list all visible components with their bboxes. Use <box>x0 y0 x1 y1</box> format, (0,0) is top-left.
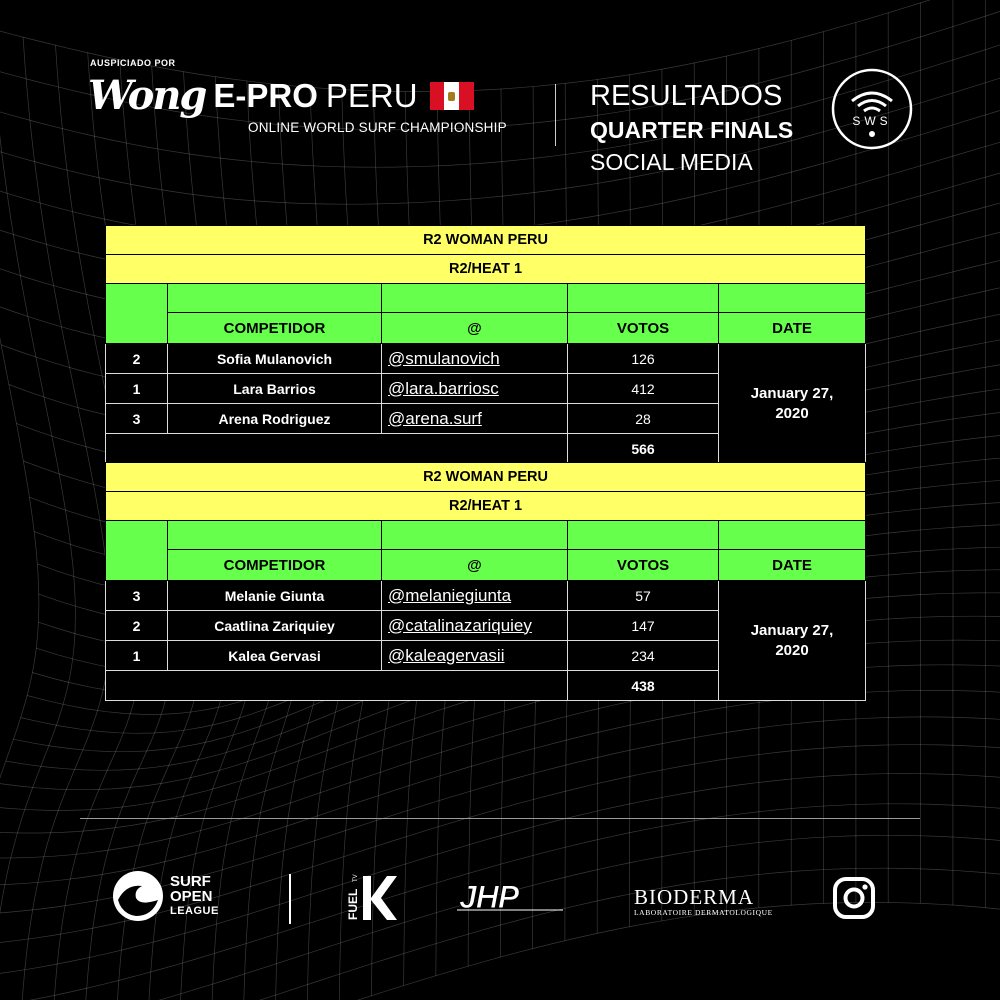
sol-word-2: OPEN <box>170 887 213 905</box>
position-cell: 1 <box>106 641 168 671</box>
position-cell: 3 <box>106 404 168 434</box>
votes-cell: 126 <box>568 344 719 374</box>
competitor-column-header: COMPETIDOR <box>168 313 382 344</box>
wong-epro-brand <box>88 74 474 118</box>
category-header: R2 WOMAN PERU <box>106 226 866 255</box>
votes-cell: 147 <box>568 611 719 641</box>
results-title: RESULTADOS <box>590 80 783 112</box>
instagram-handle-link[interactable]: @arena.surf <box>382 404 568 434</box>
svg-text:SWS: SWS <box>852 114 892 128</box>
wong-logo: Wong <box>88 72 206 119</box>
table-row <box>106 344 866 374</box>
results-round: QUARTER FINALS <box>590 117 794 143</box>
peru-flag-icon <box>430 82 474 110</box>
sponsor-label: AUSPICIADO POR <box>90 58 176 68</box>
votes-cell: 57 <box>568 581 719 611</box>
fuel-tv-logo <box>345 870 401 924</box>
competitor-name: Arena Rodriguez <box>168 404 382 434</box>
date-cell: January 27, 2020 <box>719 581 866 701</box>
competitor-name: Kalea Gervasi <box>168 641 382 671</box>
total-votes: 438 <box>568 671 719 701</box>
footer-divider <box>289 874 291 924</box>
date-column-header: DATE <box>719 313 866 344</box>
position-cell: 2 <box>106 611 168 641</box>
jhp-logo <box>455 880 570 916</box>
votes-column-header: VOTOS <box>568 313 719 344</box>
surf-open-league-logo <box>112 870 219 922</box>
table-row <box>106 581 866 611</box>
results-table-heat-1 <box>105 225 866 464</box>
header-divider <box>555 84 556 146</box>
heat-header: R2/HEAT 1 <box>106 492 866 521</box>
bioderma-name: BIODERMA <box>634 885 755 909</box>
svg-text:JHP: JHP <box>459 880 519 915</box>
instagram-icon[interactable] <box>832 876 876 920</box>
brand-peru: PERU <box>325 77 418 114</box>
results-category: SOCIAL MEDIA <box>590 149 753 175</box>
sws-logo-icon <box>830 67 914 151</box>
instagram-handle-link[interactable]: @kaleagervasii <box>382 641 568 671</box>
footer-divider-line <box>80 818 920 819</box>
position-cell: 2 <box>106 344 168 374</box>
category-header: R2 WOMAN PERU <box>106 463 866 492</box>
competitor-name: Lara Barrios <box>168 374 382 404</box>
votes-cell: 412 <box>568 374 719 404</box>
heat-header: R2/HEAT 1 <box>106 255 866 284</box>
votes-cell: 234 <box>568 641 719 671</box>
bioderma-subtitle: LABORATOIRE DERMATOLOGIQUE <box>634 908 773 917</box>
competitor-name: Sofia Mulanovich <box>168 344 382 374</box>
instagram-handle-link[interactable]: @catalinazariquiey <box>382 611 568 641</box>
results-table-heat-2 <box>105 462 866 701</box>
position-column-header <box>106 284 168 344</box>
sol-word-1: SURF <box>170 872 211 890</box>
competitor-name: Melanie Giunta <box>168 581 382 611</box>
position-column-header <box>106 521 168 581</box>
date-cell: January 27, 2020 <box>719 344 866 464</box>
svg-text:TV: TV <box>353 874 359 882</box>
instagram-handle-link[interactable]: @melaniegiunta <box>382 581 568 611</box>
votes-column-header: VOTOS <box>568 550 719 581</box>
sol-word-3: LEAGUE <box>170 904 219 917</box>
handle-column-header: @ <box>382 550 568 581</box>
handle-column-header: @ <box>382 313 568 344</box>
position-cell: 3 <box>106 581 168 611</box>
svg-text:FUEL: FUEL <box>346 888 360 920</box>
competitor-name: Caatlina Zariquiey <box>168 611 382 641</box>
bioderma-logo <box>634 886 773 917</box>
date-column-header: DATE <box>719 550 866 581</box>
total-votes: 566 <box>568 434 719 464</box>
competitor-column-header: COMPETIDOR <box>168 550 382 581</box>
brand-epro: E-PRO <box>213 77 318 114</box>
position-cell: 1 <box>106 374 168 404</box>
championship-subtitle: ONLINE WORLD SURF CHAMPIONSHIP <box>248 120 507 135</box>
wave-icon <box>112 870 164 922</box>
votes-cell: 28 <box>568 404 719 434</box>
instagram-handle-link[interactable]: @lara.barriosc <box>382 374 568 404</box>
instagram-handle-link[interactable]: @smulanovich <box>382 344 568 374</box>
